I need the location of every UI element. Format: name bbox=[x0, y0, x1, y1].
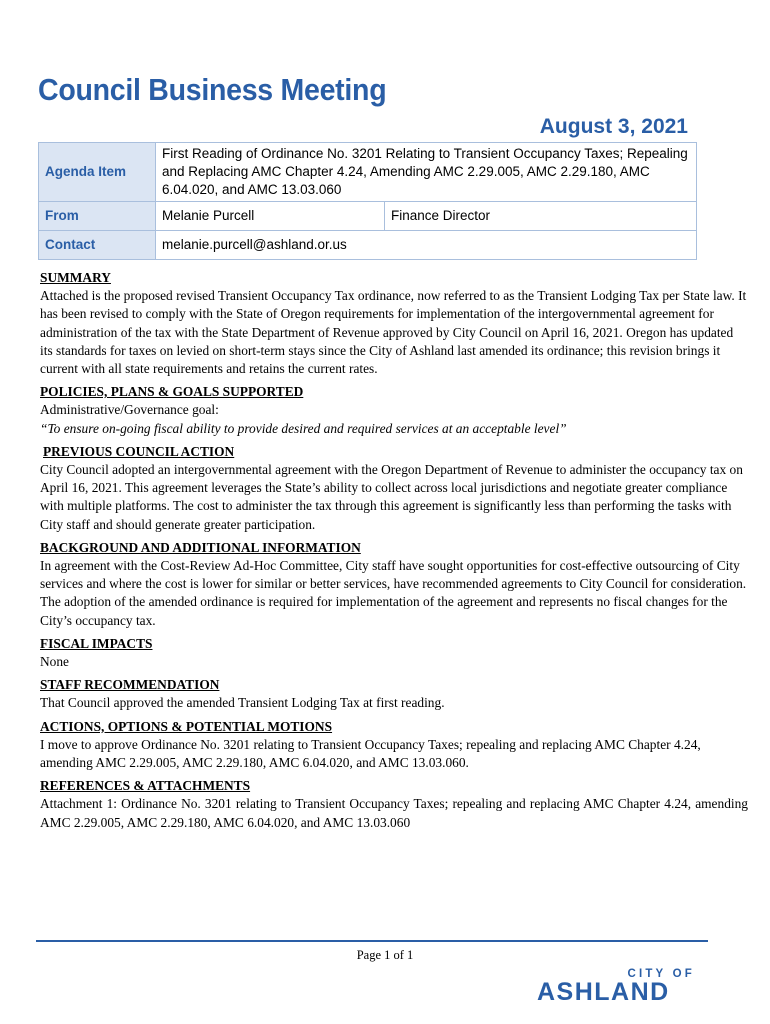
from-title: Finance Director bbox=[385, 202, 697, 231]
agenda-item-row bbox=[39, 143, 697, 202]
footer-divider bbox=[36, 940, 708, 942]
contact-label: Contact bbox=[39, 231, 156, 260]
logo-city-of-text: CITY OF bbox=[627, 968, 695, 980]
references-heading: REFERENCES & ATTACHMENTS bbox=[40, 778, 251, 794]
contact-row bbox=[39, 231, 697, 260]
agenda-info-table bbox=[38, 142, 697, 260]
summary-heading: SUMMARY bbox=[40, 270, 111, 285]
report-body bbox=[40, 269, 748, 837]
from-name: Melanie Purcell bbox=[156, 202, 385, 231]
previous-action-text: City Council adopted an intergovernmental agreement with the Oregon Department of Revenue to administer the occupancy tax on April 16, 2021. This agreement leverages the State’s ability to collect across local jurisdictions and negotiate greater compliance with multiple platforms. The cost to administer the tax through this agreement is significantly less than performing the tasks with City staff and should generate greater participation. bbox=[40, 462, 743, 532]
logo-ashland-text: ASHLAND bbox=[537, 978, 670, 1006]
from-label: From bbox=[39, 202, 156, 231]
policies-goal-label: Administrative/Governance goal: bbox=[40, 402, 219, 418]
from-row bbox=[39, 202, 697, 231]
page-title: Council Business Meeting bbox=[38, 72, 387, 107]
staff-recommendation-heading: STAFF RECOMMENDATION bbox=[40, 677, 220, 693]
contact-value: melanie.purcell@ashland.or.us bbox=[156, 231, 697, 260]
references-text: Attachment 1: Ordinance No. 3201 relating to Transient Occupancy Taxes; repealing and replacing AMC Chapter 4.24, amending AMC 2.29.005, AMC 2.29.180, AMC 6.04.020, and AMC 13.03.060 bbox=[40, 796, 748, 830]
policies-goal-quote: “To ensure on-going fiscal ability to provide desired and required services at an acceptable level” bbox=[40, 420, 567, 436]
city-of-ashland-logo bbox=[537, 968, 703, 1008]
actions-heading: ACTIONS, OPTIONS & POTENTIAL MOTIONS bbox=[40, 718, 333, 734]
fiscal-impacts-text: None bbox=[40, 654, 70, 670]
background-heading: BACKGROUND AND ADDITIONAL INFORMATION bbox=[40, 539, 361, 555]
agenda-item-label: Agenda Item bbox=[39, 143, 156, 202]
background-text: In agreement with the Cost-Review Ad-Hoc Committee, City staff have sought opportunities for cost-effective outsourcing of City services and where the cost is lower for similar or better services, have recommended agreements to City Council for consideration. The adoption of the amended ordinance is required for implementation of the agreement and represents no fiscal changes for the City’s occupancy tax. bbox=[40, 558, 747, 628]
policies-heading: POLICIES, PLANS & GOALS SUPPORTED bbox=[40, 384, 304, 400]
staff-recommendation-text: That Council approved the amended Transient Lodging Tax at first reading. bbox=[40, 695, 445, 711]
previous-action-heading: PREVIOUS COUNCIL ACTION bbox=[43, 443, 235, 459]
page-number: Page 1 of 1 bbox=[356, 948, 414, 962]
meeting-date: August 3, 2021 bbox=[539, 115, 688, 138]
agenda-item-value: First Reading of Ordinance No. 3201 Relating to Transient Occupancy Taxes; Repealing and Replacing AMC Chapter 4.24, Amending AMC 2.29.005, AMC 2.29.180, AMC 6.04.020, and AMC 13.03.060 bbox=[156, 143, 697, 202]
summary-text: Attached is the proposed revised Transient Occupancy Tax ordinance, now referred to as the Transient Lodging Tax per State law. It has been revised to comply with the State of Oregon requirements for implementation of the intergovernmental agreement for administration of the tax with the State Department of Revenue approved by City Council on April 16, 2021. Oregon has updated its standards for taxes on levied on short-term stays since the City of Ashland last amended its ordinance; this revision brings it current with all state requirements and retains the current rates. bbox=[40, 288, 747, 377]
actions-text: I move to approve Ordinance No. 3201 relating to Transient Occupancy Taxes; repealing and replacing AMC Chapter 4.24, amending AMC 2.29.005, AMC 2.29.180, AMC 6.04.020, and AMC 13.03.060. bbox=[40, 736, 701, 771]
fiscal-impacts-heading: FISCAL IMPACTS bbox=[40, 635, 153, 651]
